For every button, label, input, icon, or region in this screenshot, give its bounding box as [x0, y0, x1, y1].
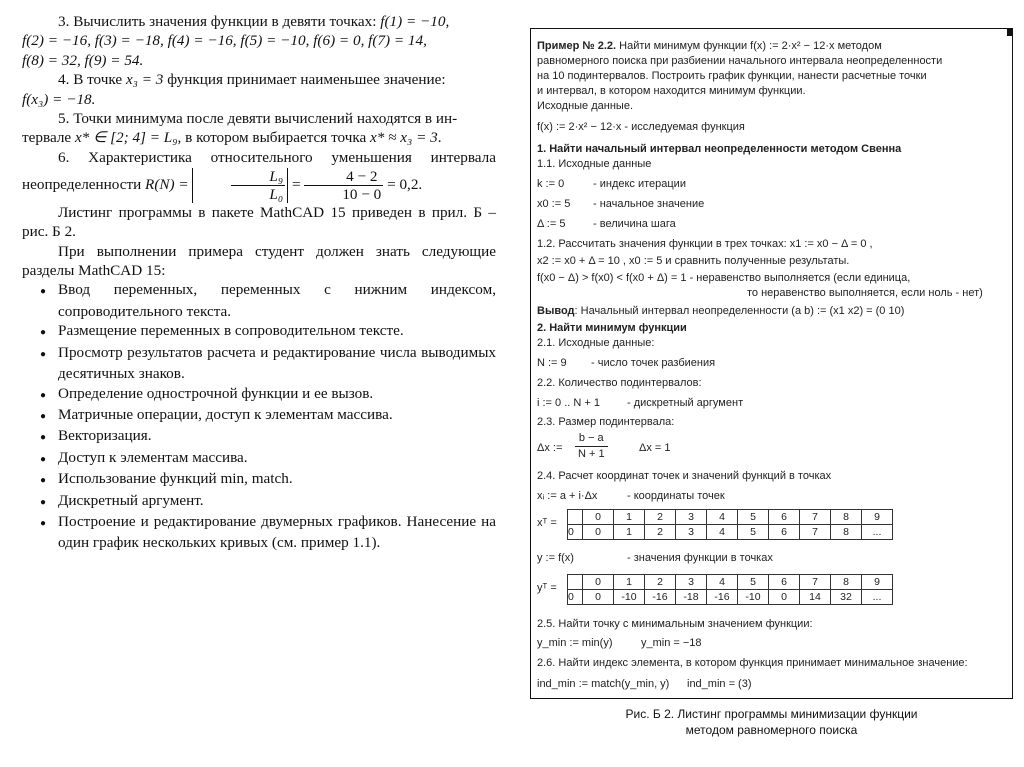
y-desc: - значения функции в точках	[627, 552, 773, 564]
table-header-cell: 9	[862, 575, 893, 590]
fraction	[304, 168, 383, 203]
var-xi-desc: - координаты точек	[627, 490, 725, 502]
bullet-text: Доступ к элементам массива.	[58, 448, 248, 466]
text: 3. Вычислить значения функции в девяти точках:	[58, 13, 381, 30]
table-row	[568, 525, 893, 540]
subsection-2-6: 2.6. Найти индекс элемента, в котором функция принимает минимальное значение:	[537, 657, 968, 669]
figure-caption	[530, 706, 1013, 738]
formula: f(x₃) = −18.	[22, 90, 96, 108]
fraction-numerator: L₉	[231, 168, 285, 186]
xT-label: xᵀ =	[537, 517, 557, 529]
table-cell: 4	[707, 525, 738, 540]
x-vector-table	[567, 509, 893, 540]
table-cell: 1	[614, 525, 645, 540]
var-xi: xᵢ := a + i·Δx	[537, 490, 598, 502]
ymin-value: y_min = −18	[641, 637, 702, 649]
table-header-cell: 5	[738, 510, 769, 525]
formula: f(2) = −16, f(3) = −18, f(4) = −16, f(5) = −10, f(6) = 0, f(7) = 14,	[22, 32, 427, 50]
var-delta: Δ := 5	[537, 218, 566, 230]
fraction-numerator: b − a	[575, 431, 608, 447]
var-x0: x0 := 5	[537, 198, 571, 210]
paragraph-step-5-line2	[22, 128, 496, 147]
text: функция принимает наименьшее значение:	[163, 71, 446, 89]
text: 4. В точке	[58, 71, 126, 89]
conclusion-text: : Начальный интервал неопределенности (a b) := (x1 x2) = (0 10)	[574, 305, 905, 317]
panel-line: на 10 подинтервалов. Построить график функции, нанести расчетные точки	[537, 70, 927, 82]
table-header-cell: 5	[738, 575, 769, 590]
table-header-cell: 0	[583, 510, 614, 525]
bullet-list	[22, 280, 496, 552]
paragraph-step-6	[22, 148, 496, 203]
table-header-cell: 7	[800, 575, 831, 590]
bullet-dot-icon: ●	[40, 327, 47, 339]
bullet-item	[22, 512, 496, 553]
bullet-item	[22, 280, 496, 321]
bullet-dot-icon: ●	[40, 286, 47, 298]
var-N-desc: - число точек разбиения	[591, 357, 716, 369]
table-header-cell: 3	[676, 510, 707, 525]
fraction-denominator: L₀	[269, 185, 284, 203]
inequality-note: то неравенство выполняется, если ноль - нет)	[747, 287, 983, 299]
var-i-desc: - дискретный аргумент	[627, 397, 744, 409]
bullet-item	[22, 448, 496, 469]
paragraph-step-3-line2	[22, 31, 496, 50]
table-cell: -10	[738, 590, 769, 605]
y-vector-table	[567, 574, 893, 605]
text: =	[288, 175, 305, 193]
inequality: f(x0 − Δ) > f(x0) < f(x0 + Δ) = 1 - неравенство выполняется (если единица,	[537, 272, 911, 284]
table-cell: 0	[769, 590, 800, 605]
table-corner-cell	[568, 510, 583, 525]
table-cell: 0	[568, 590, 583, 605]
paragraph-step-4-line2	[22, 90, 496, 109]
bullet-text: Использование функций min, match.	[58, 470, 293, 488]
ymin-def: y_min := min(y)	[537, 637, 613, 649]
table-cell: 2	[645, 525, 676, 540]
table-header-cell: 2	[645, 510, 676, 525]
table-header-row	[568, 575, 893, 590]
table-header-cell: 1	[614, 575, 645, 590]
bullet-text: Построение и редактирование двумерных графиков. Нанесение на один график нескольких кривых (см. пример 1.1).	[58, 512, 496, 552]
text: , в котором выбирается точка	[177, 129, 371, 147]
table-header-cell: 8	[831, 510, 862, 525]
paragraph-step-5	[22, 109, 496, 128]
y-assignment: y := f(x)	[537, 552, 574, 564]
yT-label: yᵀ =	[537, 582, 557, 594]
conclusion-bold: Вывод	[537, 305, 575, 317]
caption-line: Рис. Б 2. Листинг программы минимизации функции	[625, 707, 918, 721]
table-header-row	[568, 510, 893, 525]
table-header-cell: 4	[707, 510, 738, 525]
subsection-2-3: 2.3. Размер подинтервала:	[537, 416, 675, 428]
text: тервале	[22, 129, 75, 147]
paragraph-listing-ref: Листинг программы в пакете MathCAD 15 приведен в прил. Б – рис. Б 2.	[22, 203, 496, 241]
subsection-2-5: 2.5. Найти точку с минимальным значением функции:	[537, 618, 813, 630]
table-header-cell: 8	[831, 575, 862, 590]
formula: x* ≈ x₃ = 3	[370, 129, 438, 147]
function-definition: f(x) := 2·x² − 12·x - исследуемая функция	[537, 121, 745, 133]
subsection-2-4: 2.4. Расчет координат точек и значений функций в точках	[537, 470, 832, 482]
paragraph-requirements: При выполнении примера студент должен знать следующие разделы MathCAD 15:	[22, 242, 496, 280]
table-corner-cell	[568, 575, 583, 590]
fraction-numerator: 4 − 2	[304, 168, 383, 186]
bullet-dot-icon: ●	[40, 410, 47, 422]
subsection-1-2-line2: x2 := x0 + Δ = 10 , x0 := 5 и сравнить полученные результаты.	[537, 255, 850, 267]
var-i: i := 0 .. N + 1	[537, 397, 600, 409]
bullet-text: Ввод переменных, переменных с нижним индексом, сопроводительного текста.	[58, 281, 496, 320]
title-text: Найти минимум функции f(x) := 2·x² − 12·x методом	[616, 40, 882, 52]
formula: f(8) = 32, f(9) = 54.	[22, 51, 144, 69]
table-cell: ...	[862, 590, 893, 605]
bullet-item	[22, 384, 496, 405]
section-2-heading: 2. Найти минимум функции	[537, 322, 687, 334]
panel-line: равномерного поиска при разбиении начального интервала неопределенности	[537, 55, 943, 67]
text: = 0,2.	[383, 175, 423, 193]
bullet-text: Дискретный аргумент.	[58, 491, 204, 509]
conclusion	[537, 304, 904, 319]
bullet-dot-icon: ●	[40, 496, 47, 508]
table-cell: -18	[676, 590, 707, 605]
subsection-1-1: 1.1. Исходные данные	[537, 158, 652, 170]
table-cell: 6	[769, 525, 800, 540]
fraction-denominator: N + 1	[578, 448, 605, 460]
bullet-item	[22, 426, 496, 447]
section-1-heading: 1. Найти начальный интервал неопределенности методом Свенна	[537, 143, 902, 155]
bullet-item	[22, 469, 496, 490]
bullet-text: Матричные операции, доступ к элементам массива.	[58, 405, 393, 423]
ind-value: ind_min = (3)	[687, 678, 752, 690]
bullet-text: Просмотр результатов расчета и редактирование числа выводимых десятичных знаков.	[58, 343, 496, 383]
panel-line: Исходные данные.	[537, 100, 633, 112]
corner-mark-icon	[1007, 28, 1013, 36]
subsection-2-2: 2.2. Количество подинтервалов:	[537, 377, 702, 389]
table-cell: ...	[862, 525, 893, 540]
table-header-cell: 7	[800, 510, 831, 525]
bullet-item	[22, 491, 496, 512]
var-x0-desc: - начальное значение	[593, 198, 705, 210]
var-delta-desc: - величина шага	[593, 218, 676, 230]
table-cell: 14	[800, 590, 831, 605]
var-k-desc: - индекс итерации	[593, 178, 686, 190]
table-header-cell: 6	[769, 575, 800, 590]
left-text-column	[22, 12, 496, 553]
paragraph-step-3	[22, 12, 496, 31]
bullet-dot-icon: ●	[40, 348, 47, 360]
table-cell: 0	[568, 525, 583, 540]
table-cell: 0	[583, 590, 614, 605]
dx-fraction	[575, 431, 608, 462]
text: 6. Характеристика относительного уменьшения интервала неопределенности	[22, 148, 496, 193]
fraction-denominator: 10 − 0	[342, 185, 382, 203]
table-row	[568, 590, 893, 605]
table-header-cell: 9	[862, 510, 893, 525]
panel-line: и интервал, в котором находится минимум функции.	[537, 85, 806, 97]
table-header-cell: 1	[614, 510, 645, 525]
bullet-item	[22, 405, 496, 426]
subsection-2-1: 2.1. Исходные данные:	[537, 337, 655, 349]
var-k: k := 0	[537, 178, 565, 190]
table-cell: 32	[831, 590, 862, 605]
table-cell: 0	[583, 525, 614, 540]
ind-def: ind_min := match(y_min, y)	[537, 678, 670, 690]
formula: R(N) =	[145, 175, 189, 193]
dx-value: Δx = 1	[639, 442, 671, 454]
table-cell: 8	[831, 525, 862, 540]
table-header-cell: 3	[676, 575, 707, 590]
formula: f(1) = −10,	[380, 13, 450, 30]
formula: x₃ = 3	[125, 71, 164, 89]
table-cell: 3	[676, 525, 707, 540]
text: .	[437, 129, 442, 147]
formula: x* ∈ [2; 4] = L₉	[74, 129, 178, 147]
bullet-item	[22, 321, 496, 342]
table-header-cell: 2	[645, 575, 676, 590]
bullet-text: Размещение переменных в сопроводительном тексте.	[58, 322, 404, 340]
table-header-cell: 6	[769, 510, 800, 525]
bullet-dot-icon: ●	[40, 432, 47, 444]
bullet-text: Векторизация.	[58, 427, 152, 445]
table-cell: -10	[614, 590, 645, 605]
bullet-dot-icon: ●	[40, 475, 47, 487]
panel-title	[537, 39, 882, 54]
var-dx: Δx :=	[537, 442, 563, 454]
text: 5. Точки минимума после девяти вычислений находятся в ин-	[58, 110, 458, 128]
caption-line: методом равномерного поиска	[685, 723, 858, 737]
table-header-cell: 4	[707, 575, 738, 590]
bullet-dot-icon: ●	[40, 389, 47, 401]
table-cell: 5	[738, 525, 769, 540]
table-cell: -16	[645, 590, 676, 605]
mathcad-listing-panel	[530, 28, 1013, 699]
subsection-1-2: 1.2. Рассчитать значения функции в трех точках: x1 := x0 − Δ = 0 ,	[537, 238, 873, 250]
bullet-dot-icon: ●	[40, 517, 47, 529]
table-cell: -16	[707, 590, 738, 605]
table-cell: 7	[800, 525, 831, 540]
paragraph-step-3-line3	[22, 51, 496, 70]
var-N: N := 9	[537, 357, 567, 369]
bullet-text: Определение однострочной функции и ее вызов.	[58, 384, 374, 402]
table-header-cell: 0	[583, 575, 614, 590]
bullet-item	[22, 343, 496, 384]
paragraph-step-4	[22, 70, 496, 89]
title-bold: Пример № 2.2.	[537, 40, 617, 52]
abs-fraction	[192, 168, 288, 203]
bullet-dot-icon: ●	[40, 453, 47, 465]
